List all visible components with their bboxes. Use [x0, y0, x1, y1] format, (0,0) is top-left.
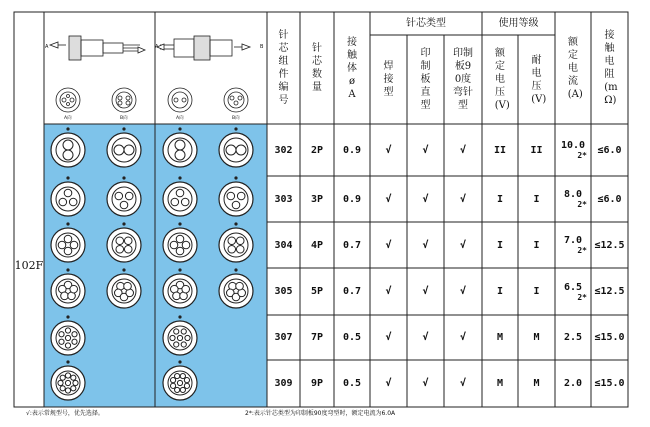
withstand-voltage-cell: II	[530, 144, 543, 156]
contact-dia-cell: 0.9	[342, 193, 362, 205]
contact-dia-cell: 0.5	[342, 332, 362, 343]
pin-count-cell: 9P	[310, 378, 324, 389]
contact-dia-cell: 0.7	[342, 286, 362, 297]
withstand-voltage-cell: M	[533, 332, 540, 343]
pcb-bend-cell: √	[459, 144, 467, 156]
connector-face	[219, 127, 253, 167]
pcb-bend-cell: √	[459, 239, 467, 251]
series-label: 102F	[14, 258, 44, 272]
footnote-right: 2*:表示针芯类型为印制板90度弯型时，额定电流为6.0A	[245, 410, 396, 417]
contact-dia-cell: 0.9	[342, 144, 362, 156]
connector-face	[163, 176, 197, 216]
rated-voltage-cell: I	[496, 193, 504, 205]
header-pin-type-group: 针芯类型	[406, 17, 446, 29]
connector-face	[51, 176, 85, 216]
withstand-voltage-cell: I	[533, 193, 540, 205]
header-pin-count: 针芯数量	[312, 43, 322, 93]
contact-dia-cell: 0.7	[342, 239, 362, 251]
rated-current-note: 2*	[577, 246, 587, 255]
rated-voltage-cell: M	[496, 332, 504, 343]
header-rated-current: 额定电流(A)	[567, 36, 583, 100]
model-cell: 305	[274, 286, 293, 297]
pcb-straight-cell: √	[422, 332, 429, 343]
pin-count-cell: 4P	[310, 239, 324, 251]
rated-current-cell	[555, 222, 591, 268]
a-dir-label-1: A向	[64, 116, 72, 121]
contact-resistance-cell: ≤6.0	[597, 193, 622, 205]
header-usage-grade-group: 使用等级	[498, 17, 539, 29]
pcb-bend-cell: √	[459, 378, 467, 389]
a-dir-label-2: A向	[176, 116, 184, 121]
rated-current-note: 2*	[577, 200, 587, 209]
connector-face	[107, 176, 141, 216]
pin-count-cell: 7P	[310, 332, 324, 343]
withstand-voltage-cell: I	[533, 286, 540, 297]
rated-voltage-cell: M	[496, 378, 504, 389]
contact-resistance-cell: ≤15.0	[594, 378, 625, 389]
weld-cell: √	[385, 144, 392, 156]
header-rated-voltage: 额定电压(V)	[494, 48, 510, 111]
model-cell: 309	[274, 378, 293, 389]
connector-face	[51, 315, 85, 355]
pcb-straight-cell: √	[422, 378, 429, 389]
b-dir-label-1: B向	[120, 116, 128, 121]
contact-resistance-cell: ≤15.0	[594, 332, 625, 343]
footnote-left: √:表示常规型号，优先选择。	[26, 410, 104, 417]
pcb-straight-cell: √	[422, 286, 429, 297]
connector-face	[51, 360, 85, 400]
arrow-b-right: B	[260, 44, 264, 50]
connector-face	[107, 222, 141, 262]
withstand-voltage-cell: I	[533, 239, 540, 251]
withstand-voltage-cell: M	[533, 378, 540, 389]
header-model-no: 针芯组件编号	[278, 30, 289, 106]
weld-cell: √	[385, 332, 392, 343]
header-weld: 焊接型	[383, 61, 394, 98]
rated-current-value: 6.5	[563, 281, 583, 293]
rated-current-value: 7.0	[563, 235, 583, 246]
rated-current-value: 8.0	[563, 189, 583, 200]
rated-current-note: 2*	[577, 151, 587, 160]
contact-resistance-cell: ≤12.5	[594, 239, 625, 251]
weld-cell: √	[385, 239, 392, 251]
pin-count-cell: 5P	[310, 286, 324, 297]
connector-face	[163, 127, 197, 167]
pcb-bend-cell: √	[459, 286, 467, 297]
connector-face	[107, 268, 141, 308]
pcb-straight-cell: √	[422, 193, 429, 205]
weld-cell: √	[385, 193, 392, 205]
contact-resistance-cell: ≤12.5	[594, 286, 625, 297]
header-face-views	[56, 88, 248, 112]
model-cell: 302	[274, 144, 293, 156]
model-cell: 303	[274, 193, 293, 205]
b-dir-label-2: B向	[232, 116, 240, 121]
pin-count-cell: 3P	[310, 193, 324, 205]
connector-face-diagrams	[44, 124, 267, 407]
pcb-straight-cell: √	[422, 239, 429, 251]
rated-current-cell	[555, 124, 591, 176]
pin-count-cell: 2P	[310, 144, 324, 156]
header-withstand-voltage: 耐电压(V)	[531, 54, 547, 105]
connector-face	[163, 315, 197, 355]
connector-face	[107, 127, 141, 167]
model-cell: 304	[274, 239, 293, 251]
weld-cell: √	[385, 286, 392, 297]
pcb-bend-cell: √	[459, 332, 467, 343]
header-contact-dia: 接触体øA	[347, 36, 357, 100]
connector-face	[163, 268, 197, 308]
connector-face	[163, 222, 197, 262]
rated-current-note: 2*	[577, 292, 587, 302]
rated-voltage-cell: I	[496, 286, 504, 297]
weld-cell: √	[385, 378, 392, 389]
rated-voltage-cell: I	[496, 239, 504, 251]
rated-current-cell	[555, 268, 591, 315]
header-pcb-bend: 印制板90度弯针型	[453, 48, 473, 111]
contact-resistance-cell: ≤6.0	[597, 144, 622, 156]
rated-current-cell: 2.0	[563, 378, 583, 389]
header-contact-resistance: 接触电阻(mΩ)	[604, 30, 618, 106]
connector-face	[219, 268, 253, 308]
header-connector-drawing	[44, 12, 267, 124]
rated-current-value: 10.0	[560, 140, 586, 151]
header-pcb-straight: 印制板直型	[420, 48, 431, 111]
rated-current-cell	[555, 176, 591, 222]
arrow-a-left: A	[45, 44, 49, 50]
connector-face	[219, 222, 253, 262]
connector-face	[163, 360, 197, 400]
connector-face	[51, 127, 85, 167]
connector-face	[51, 268, 85, 308]
rated-current-cell: 2.5	[563, 332, 583, 343]
connector-face	[51, 222, 85, 262]
pcb-bend-cell: √	[459, 193, 467, 205]
connector-face	[219, 176, 253, 216]
rated-voltage-cell: II	[493, 144, 507, 156]
arrow-a-right: A	[155, 44, 159, 50]
model-cell: 307	[274, 332, 293, 343]
contact-dia-cell: 0.5	[342, 378, 362, 389]
pcb-straight-cell: √	[422, 144, 429, 156]
